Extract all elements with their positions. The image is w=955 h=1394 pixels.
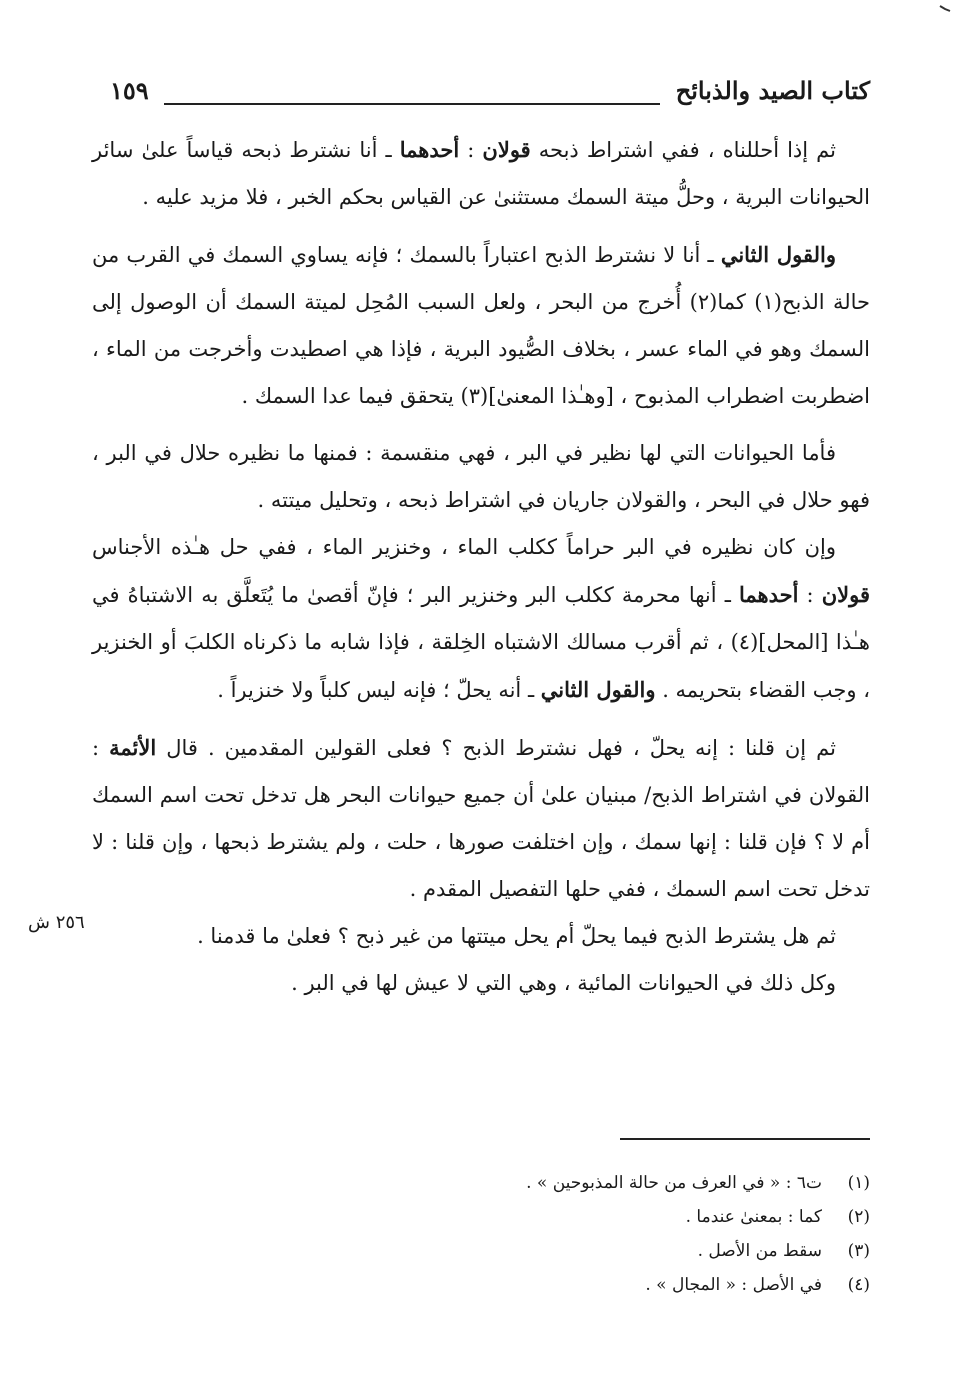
bold-term: أحدهما bbox=[738, 582, 799, 607]
footnote-text: كما : بمعنىٰ عندما . bbox=[685, 1207, 822, 1227]
page-number: ١٥٩ bbox=[110, 76, 149, 105]
text-run: وكل ذلك في الحيوانات المائية ، وهي التي لا عيش لها في البر . bbox=[291, 971, 836, 995]
paragraph-6 bbox=[92, 913, 870, 960]
footnote-item bbox=[170, 1234, 870, 1268]
footnote-number: (٢) bbox=[847, 1207, 870, 1227]
manuscript-folio-note: ٢٥٦ ش bbox=[28, 912, 85, 933]
text-run: ثم إن قلنا : إنه يحلّ ، فهل نشترط الذبح ؟ فعلى القولين المقدمين . قال bbox=[156, 736, 836, 760]
footnote-number: (٣) bbox=[847, 1241, 870, 1261]
bold-term: أحدهما bbox=[399, 137, 460, 162]
footnote-item bbox=[170, 1166, 870, 1200]
text-run: : bbox=[459, 138, 483, 162]
header-rule bbox=[164, 103, 660, 105]
running-header bbox=[110, 76, 870, 116]
bold-term: الأئمة bbox=[109, 735, 157, 760]
footnote-number: (١) bbox=[847, 1173, 870, 1193]
bold-term: قولان bbox=[482, 137, 531, 162]
bold-term: قولان bbox=[821, 582, 870, 607]
text-run: ـ أنه يحلّ ؛ فإنه ليس كلباً ولا خنزيراً . bbox=[217, 678, 541, 702]
header-title: كتاب الصيد والذبائح bbox=[675, 76, 870, 105]
paragraph-4 bbox=[92, 524, 870, 714]
text-run: ثم هل يشترط الذبح فيما يحلّ أم يحل ميتتها من غير ذبح ؟ فعلىٰ ما قدمنا . bbox=[197, 924, 836, 948]
text-run: ـ أنا نشترط ذبحه قياساً علىٰ سائر الحيوانات البرية ، وحلُّ ميتة السمك مستثنىٰ عن القياس بحكم الخبر ، فلا مزيد عليه . bbox=[92, 138, 870, 209]
paragraph-2 bbox=[92, 231, 870, 420]
paragraph-7 bbox=[92, 960, 870, 1007]
main-text bbox=[92, 126, 870, 1007]
footnote-item bbox=[170, 1200, 870, 1234]
footnotes bbox=[170, 1166, 870, 1302]
footnote-text: ت٦ : « في العرف من حالة المذبوحين » . bbox=[526, 1173, 822, 1193]
paragraph-5 bbox=[92, 724, 870, 913]
bold-term: والقول الثاني bbox=[720, 242, 836, 267]
footnote-item bbox=[170, 1268, 870, 1302]
text-run: : bbox=[798, 583, 822, 607]
paragraph-1 bbox=[92, 126, 870, 221]
text-run: وإن كان نظيره في البر حراماً ككلب الماء ، وخنزير الماء ، ففي حل هـٰذه الأجناس bbox=[92, 535, 836, 559]
paragraph-3 bbox=[92, 430, 870, 524]
footnote-rule bbox=[620, 1138, 870, 1140]
footnote-number: (٤) bbox=[847, 1275, 870, 1295]
footnote-text: في الأصل : « المجال » . bbox=[645, 1275, 822, 1295]
text-run: ثم إذا أحللناه ، ففي اشتراط ذبحه bbox=[530, 138, 836, 162]
scan-speck-mark bbox=[939, 4, 951, 12]
bold-term: والقول الثاني bbox=[540, 677, 656, 702]
text-run: ـ أنها محرمة ككلب البر وخنزير البر ؛ فإنّ أقصىٰ ما يُتَعلَّق به الاشتباهُ في هـٰذا [المحل](٤) ، ثم أقرب مسالك الاشتباه الخِلقة ، فإذا شابه ما ذكرناه الكلبَ أو الخنزير ، وجب القضاء بتحريمه . bbox=[92, 583, 871, 702]
footnote-text: سقط من الأصل . bbox=[697, 1241, 822, 1261]
text-run: فأما الحيوانات التي لها نظير في البر ، فهي منقسمة : فمنها ما نظيره حلال في البر ، فهو حلال في البحر ، والقولان جاريان في اشتراط ذبحه ، وتحليل ميتته . bbox=[92, 441, 870, 512]
text-run: : القولان في اشتراط الذبح/ مبنيان علىٰ أن جميع حيوانات البحر هل تدخل تحت اسم السمك أم لا ؟ فإن قلنا : إنها سمك ، وإن اختلفت صورها ، حلت ، ولم يشترط ذبحها ، وإن قلنا : لا تدخل تحت اسم السمك ، ففي حلها التفصيل المقدم . bbox=[92, 736, 870, 901]
text-run: ـ أنا لا نشترط الذبح اعتباراً بالسمك ؛ فإنه يساوي السمك في القرب من حالة الذبح(١) كما(٢) أُخرج من البحر ، ولعل السبب المُحِل لميتة السمك أن الوصول إلى السمك وهو في الماء عسر ، بخلاف الصُّيود البرية ، فإذا هي اصطيدت وأخرجت من الماء ، اضطربت اضطراب المذبوح ، [وهـٰذا المعنىٰ](٣) يتحقق فيما عدا السمك . bbox=[92, 243, 871, 408]
